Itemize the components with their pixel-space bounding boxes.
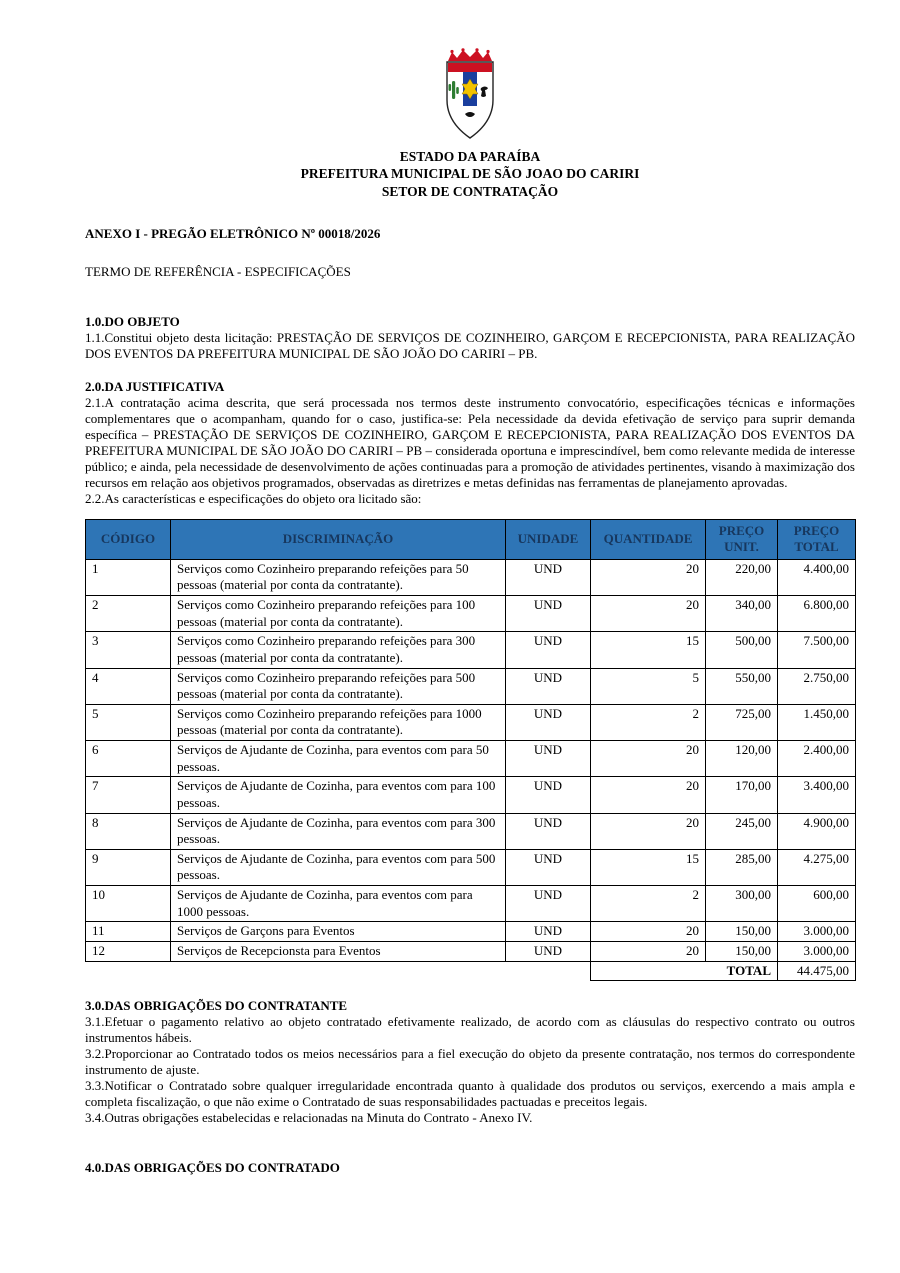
table-row [86,922,856,942]
table-cell: 4.400,00 [778,559,856,595]
table-cell: 150,00 [706,941,778,961]
table-cell: Serviços como Cozinheiro preparando refeições para 100 pessoas (material por conta da contratante). [171,596,506,632]
table-row [86,886,856,922]
items-table [85,519,856,982]
table-total-row [86,961,856,981]
table-cell: 2.400,00 [778,741,856,777]
table-cell: 245,00 [706,813,778,849]
table-cell: 4.900,00 [778,813,856,849]
table-cell: UND [506,777,591,813]
table-cell: 170,00 [706,777,778,813]
section-3-heading: 3.0.DAS OBRIGAÇÕES DO CONTRATANTE [85,998,348,1014]
table-cell: UND [506,849,591,885]
table-cell: 5 [86,704,171,740]
table-cell: UND [506,741,591,777]
table-cell: 1 [86,559,171,595]
table-cell: 15 [591,632,706,668]
table-cell: 8 [86,813,171,849]
org-setor-line: SETOR DE CONTRATAÇÃO [381,183,559,199]
table-row [86,941,856,961]
table-cell: 4 [86,668,171,704]
table-cell: 2.750,00 [778,668,856,704]
anexo-title: ANEXO I - PREGÃO ELETRÔNICO Nº 00018/2026 [85,225,381,241]
table-cell: UND [506,559,591,595]
col-header-preco-unit: PREÇO UNIT. [706,519,778,559]
table-cell: 3.000,00 [778,941,856,961]
table-cell: 11 [86,922,171,942]
total-label: TOTAL [591,961,778,981]
table-cell: 20 [591,741,706,777]
table-cell: 7 [86,777,171,813]
paragraph-2-2: 2.2.As características e especificações do objeto ora licitado são: [85,490,422,506]
table-cell: 285,00 [706,849,778,885]
table-cell: UND [506,704,591,740]
table-header-row [86,519,856,559]
table-row [86,596,856,632]
col-header-discriminacao: DISCRIMINAÇÃO [171,519,506,559]
table-cell: 7.500,00 [778,632,856,668]
table-cell: 300,00 [706,886,778,922]
section-4-heading: 4.0.DAS OBRIGAÇÕES DO CONTRATADO [85,1160,340,1176]
table-row [86,813,856,849]
table-cell: 2 [86,596,171,632]
table-cell: UND [506,632,591,668]
table-cell: 1.450,00 [778,704,856,740]
table-cell: 4.275,00 [778,849,856,885]
org-prefeitura-line: PREFEITURA MUNICIPAL DE SÃO JOAO DO CARIRI [300,166,640,182]
table-cell: UND [506,941,591,961]
paragraph-3-4: 3.4.Outras obrigações estabelecidas e relacionadas na Minuta do Contrato - Anexo IV. [85,1110,533,1126]
table-cell: 6.800,00 [778,596,856,632]
table-row [86,777,856,813]
table-cell: 15 [591,849,706,885]
table-cell: UND [506,922,591,942]
table-cell: 120,00 [706,741,778,777]
paragraph-1-1: 1.1.Constitui objeto desta licitação: PRESTAÇÃO DE SERVIÇOS DE COZINHEIRO, GARÇOM E RECEPCIONISTA, PARA REALIZAÇÃO DOS EVENTOS DA PREFEITURA MUNICIPAL DE SÃO JOÃO DO CARIRI – PB. [85,329,855,361]
table-cell: UND [506,886,591,922]
table-cell: 20 [591,813,706,849]
total-row-blank-cell [86,961,591,981]
table-cell: Serviços de Ajudante de Cozinha, para eventos com para 50 pessoas. [171,741,506,777]
table-cell: 5 [591,668,706,704]
table-cell: 3.400,00 [778,777,856,813]
table-cell: 20 [591,941,706,961]
table-body [86,559,856,961]
table-cell: Serviços como Cozinheiro preparando refeições para 50 pessoas (material por conta da contratante). [171,559,506,595]
table-cell: Serviços de Ajudante de Cozinha, para eventos com para 100 pessoas. [171,777,506,813]
section-1-heading: 1.0.DO OBJETO [85,313,180,329]
table-cell: 10 [86,886,171,922]
col-header-unidade: UNIDADE [506,519,591,559]
table-cell: Serviços de Ajudante de Cozinha, para eventos com para 500 pessoas. [171,849,506,885]
section-2-heading: 2.0.DA JUSTIFICATIVA [85,378,225,394]
table-cell: 150,00 [706,922,778,942]
termo-title: TERMO DE REFERÊNCIA - ESPECIFICAÇÕES [85,263,351,279]
table-cell: Serviços de Recepcionsta para Eventos [171,941,506,961]
table-cell: 220,00 [706,559,778,595]
table-cell: UND [506,813,591,849]
table-cell: 500,00 [706,632,778,668]
table-cell: 20 [591,596,706,632]
table-cell: 550,00 [706,668,778,704]
org-header [85,148,855,200]
paragraph-3-1: 3.1.Efetuar o pagamento relativo ao objeto contratado efetivamente realizado, de acordo com as cláusulas do respectivo contrato ou outros instrumentos hábeis. [85,1014,855,1046]
table-cell: Serviços de Ajudante de Cozinha, para eventos com para 300 pessoas. [171,813,506,849]
table-cell: 340,00 [706,596,778,632]
table-cell: 2 [591,886,706,922]
table-cell: 3.000,00 [778,922,856,942]
table-row [86,668,856,704]
table-cell: 20 [591,777,706,813]
table-cell: 9 [86,849,171,885]
table-cell: Serviços de Ajudante de Cozinha, para eventos com para 1000 pessoas. [171,886,506,922]
paragraph-3-2: 3.2.Proporcionar ao Contratado todos os meios necessários para a fiel execução do objeto da presente contratação, nos termos do correspondente instrumento de ajuste. [85,1046,855,1078]
table-cell: 3 [86,632,171,668]
org-state-line: ESTADO DA PARAÍBA [399,149,541,164]
table-row [86,741,856,777]
col-header-quantidade: QUANTIDADE [591,519,706,559]
total-value: 44.475,00 [778,961,856,981]
paragraph-2-1: 2.1.A contratação acima descrita, que será processada nos termos deste instrumento convocatório, especificações técnicas e informações complementares que o acompanham, quando for o caso, justifica-se: Pela necessidade da devida efetivação de serviço para suprir demanda específica – PRESTAÇÃO DE SERVIÇOS DE COZINHEIRO, GARÇOM E RECEPCIONISTA, PARA REALIZAÇÃO DOS EVENTOS DA PREFEITURA MUNICIPAL DE SÃO JOÃO DO CARIRI – PB – considerada oportuna e imprescindível, bem como relevante medida de interesse público; e ainda, pela necessidade de desenvolvimento de ações continuadas para a promoção de atividades pertinentes, visando à maximização dos recursos em relação aos objetivos programados, observadas as diretrizes e metas definidas nas ferramentas de planejamento aprovadas. [85,394,855,490]
table-cell: UND [506,596,591,632]
table-cell: 20 [591,922,706,942]
table-cell: 600,00 [778,886,856,922]
table-cell: 12 [86,941,171,961]
table-row [86,849,856,885]
table-row [86,704,856,740]
paragraph-3-3: 3.3.Notificar o Contratado sobre qualquer irregularidade encontrada quanto à qualidade dos produtos ou serviços, exercendo a mais ampla e completa fiscalização, o que não exime o Contratado de suas responsabilidades pactuadas e preceitos legais. [85,1078,855,1110]
table-cell: UND [506,668,591,704]
table-cell: Serviços como Cozinheiro preparando refeições para 500 pessoas (material por conta da contratante). [171,668,506,704]
table-cell: Serviços como Cozinheiro preparando refeições para 300 pessoas (material por conta da contratante). [171,632,506,668]
col-header-codigo: CÓDIGO [86,519,171,559]
table-cell: 6 [86,741,171,777]
table-cell: 725,00 [706,704,778,740]
table-row [86,559,856,595]
table-cell: 2 [591,704,706,740]
table-cell: Serviços como Cozinheiro preparando refeições para 1000 pessoas (material por conta da contratante). [171,704,506,740]
header-crest-wrap [85,48,855,144]
table-cell: 20 [591,559,706,595]
paraiba-coat-of-arms-icon [439,48,501,140]
table-cell: Serviços de Garçons para Eventos [171,922,506,942]
col-header-preco-total: PREÇO TOTAL [778,519,856,559]
table-row [86,632,856,668]
